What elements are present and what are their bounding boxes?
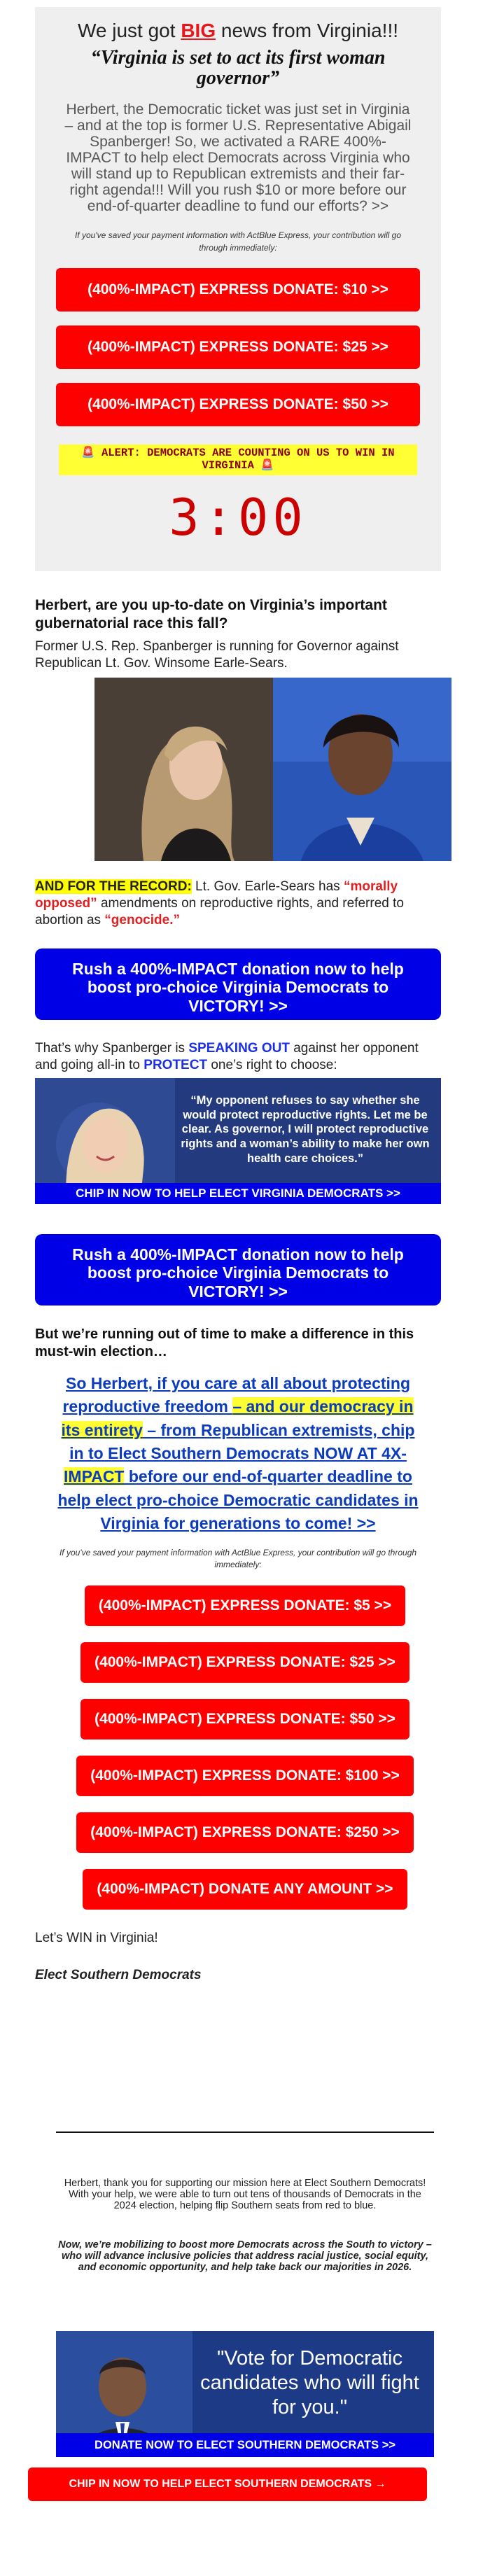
donate-25-button-2[interactable]: (400%-IMPACT) EXPRESS DONATE: $25 >>: [80, 1642, 410, 1683]
record-text: Lt. Gov. Earle-Sears has: [191, 879, 344, 894]
donate-50-button-2[interactable]: (400%-IMPACT) EXPRESS DONATE: $50 >>: [80, 1699, 410, 1740]
donate-100-button[interactable]: (400%-IMPACT) EXPRESS DONATE: $100 >>: [76, 1756, 414, 1796]
signature: Elect Southern Democrats: [35, 1968, 202, 1982]
donate-250-button[interactable]: (400%-IMPACT) EXPRESS DONATE: $250 >>: [76, 1812, 414, 1853]
obama-quote: "Vote for Democratic candidates who will fight for you.": [200, 2347, 419, 2418]
running-out-text: But we’re running out of time to make a difference in this must-win election…: [35, 1326, 414, 1359]
appeal-link[interactable]: [56, 1372, 420, 1535]
chip-in-southern-button[interactable]: CHIP IN NOW TO HELP ELECT SOUTHERN DEMOCRATS →: [28, 2468, 427, 2501]
hero-subhead: “Virginia is set to act its first woman governor”: [90, 47, 386, 90]
hero-headline: [35, 20, 441, 42]
footer-divider: [56, 2132, 434, 2133]
appeal-highlight-2: IMPACT: [64, 1467, 125, 1486]
actblue-note: If you've saved your payment information with ActBlue Express, your contribution will go through immediately:: [74, 230, 402, 253]
footer-thanks: Herbert, thank you for supporting our mission here at Elect Southern Democrats! With your help, we were able to turn out tens of thousands of Democrats in the 2024 election, helping flip Southern seats from red to blue.: [64, 2178, 426, 2211]
race-summary: Former U.S. Rep. Spanberger is running for Governor against Republican Lt. Gov. Winsome Earle-Sears.: [35, 639, 399, 671]
appeal-highlight-1: – and our democracy in its entirety: [61, 1397, 414, 1439]
donate-50-button[interactable]: (400%-IMPACT) EXPRESS DONATE: $50 >>: [56, 383, 420, 426]
rush-donation-button[interactable]: Rush a 400%-IMPACT donation now to help boost pro-choice Virginia Democrats to VICTORY! >>: [35, 948, 441, 1020]
speaking-text-1: That’s why Spanberger is: [35, 1041, 189, 1056]
donate-button-list: [28, 1586, 462, 1926]
donate-any-amount-button[interactable]: (400%-IMPACT) DONATE ANY AMOUNT >>: [83, 1869, 407, 1910]
speaking-text-2: against her opponent and going all-in to: [35, 1041, 419, 1072]
actblue-note-2: If you've saved your payment information with ActBlue Express, your contribution will go through immediately:: [59, 1548, 417, 1570]
donate-5-button[interactable]: (400%-IMPACT) EXPRESS DONATE: $5 >>: [85, 1586, 405, 1626]
protect-emphasis: PROTECT: [144, 1057, 208, 1072]
speaking-text-3: one’s right to choose:: [207, 1057, 337, 1072]
donate-10-button[interactable]: (400%-IMPACT) EXPRESS DONATE: $10 >>: [56, 268, 420, 312]
headline-big: BIG: [181, 20, 216, 41]
appeal-text-2: – from Republican extremists, chip in to Elect Southern Democrats NOW AT 4X-: [69, 1420, 415, 1463]
record-label: AND FOR THE RECORD:: [35, 879, 192, 894]
speaking-out-emphasis: SPEAKING OUT: [188, 1041, 290, 1056]
spanberger-quote-banner[interactable]: [35, 1078, 441, 1204]
candidate-photos: [94, 678, 451, 861]
earle-sears-photo: [273, 678, 451, 861]
obama-cta[interactable]: DONATE NOW TO ELECT SOUTHERN DEMOCRATS >>: [56, 2433, 434, 2457]
lets-win-text: Let’s WIN in Virginia!: [35, 1931, 158, 1945]
banner-quote: “My opponent refuses to say whether she would protect reproductive rights. Let me be clear. As governor, I will protect reproductive rights and a woman’s ability to make her own health care choices.”: [181, 1094, 430, 1165]
record-quote-morally-opposed: “morally opposed”: [35, 879, 398, 911]
record-text-2: amendments on reproductive rights, and referred to abortion as: [35, 895, 404, 927]
spanberger-photo: [94, 678, 273, 861]
hero-panel: [35, 7, 441, 571]
appeal-text-3: before our end-of-quarter deadline to help elect pro-choice Democratic candidates in Virginia for generations to come! >>: [57, 1467, 419, 1533]
record-quote-genocide: “genocide.”: [104, 912, 180, 927]
rush-donation-button-2[interactable]: Rush a 400%-IMPACT donation now to help boost pro-choice Virginia Democrats to VICTORY! >>: [35, 1234, 441, 1306]
obama-quote-banner[interactable]: [56, 2331, 434, 2457]
for-the-record: [35, 878, 441, 928]
banner-cta[interactable]: CHIP IN NOW TO HELP ELECT VIRGINIA DEMOCRATS >>: [35, 1183, 441, 1204]
speaking-out-text: [35, 1040, 441, 1074]
footer-buttons: [28, 2468, 462, 2515]
alert-banner: 🚨 ALERT: DEMOCRATS ARE COUNTING ON US TO WIN IN VIRGINIA 🚨: [59, 444, 417, 475]
donate-25-button[interactable]: (400%-IMPACT) EXPRESS DONATE: $25 >>: [56, 326, 420, 369]
appeal-text-1: So Herbert, if you care at all about protecting reproductive freedom: [62, 1374, 411, 1416]
headline-post: news from Virginia!!!: [216, 20, 399, 41]
hero-lead[interactable]: Herbert, the Democratic ticket was just set in Virginia – and at the top is former U.S. Representative Abigail Spanberger! So, we activated a RARE 400%-IMPACT to help elect Democrats across Virginia who will stand up to Republican extremists and their far-right agenda!!! Will you rush $10 or more before our end-of-quarter deadline to fund our efforts? >>: [64, 101, 412, 215]
race-question: Herbert, are you up-to-date on Virginia’s important gubernatorial race this fall?: [35, 597, 387, 632]
countdown-timer: 3:00: [169, 487, 307, 547]
headline-pre: We just got: [77, 20, 181, 41]
footer-mobilizing: Now, we’re mobilizing to boost more Democrats across the South to victory – who will advance inclusive policies that address racial justice, social equity, and economic opportunity, and help take back our majorities in 2026.: [58, 2239, 432, 2273]
